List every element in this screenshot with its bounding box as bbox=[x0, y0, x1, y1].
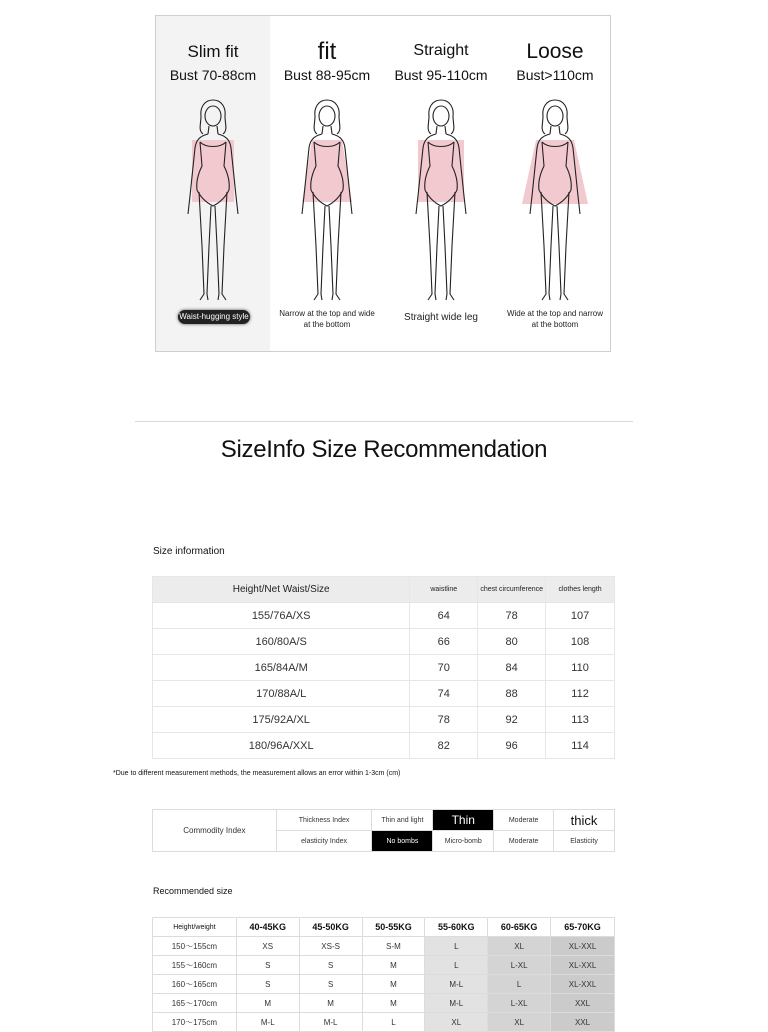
table-row bbox=[153, 733, 615, 759]
table-cell: 96 bbox=[478, 733, 546, 759]
table-cell: XS-S bbox=[299, 937, 362, 956]
page-title: SizeInfo Size Recommendation bbox=[220, 436, 548, 463]
table-cell: 180/96A/XXL bbox=[153, 733, 410, 759]
table-cell: L bbox=[425, 956, 488, 975]
table-cell: 165/84A/M bbox=[153, 655, 410, 681]
table-row bbox=[153, 629, 615, 655]
table-cell: 78 bbox=[410, 707, 478, 733]
table-cell: 165～170cm bbox=[153, 994, 237, 1013]
table-cell: 112 bbox=[546, 681, 615, 707]
table-row bbox=[153, 603, 615, 629]
table-cell: 114 bbox=[546, 733, 615, 759]
table-cell: XL bbox=[425, 1013, 488, 1032]
index-option: Moderate bbox=[494, 831, 554, 852]
table-cell: 92 bbox=[478, 707, 546, 733]
table-header-row bbox=[153, 918, 615, 937]
column-header: 45-50KG bbox=[299, 918, 362, 937]
recommended-size-label: Recommended size bbox=[153, 886, 233, 896]
fit-description: Narrow at the top and wide at the bottom bbox=[279, 309, 375, 329]
table-row bbox=[153, 655, 615, 681]
fit-column-straight bbox=[384, 16, 498, 351]
table-cell: 70 bbox=[410, 655, 478, 681]
fit-column-fit bbox=[270, 16, 384, 351]
table-row bbox=[153, 975, 615, 994]
recommended-size-table bbox=[152, 917, 615, 1032]
table-row bbox=[153, 681, 615, 707]
table-cell: 66 bbox=[410, 629, 478, 655]
table-row bbox=[153, 994, 615, 1013]
column-header: 40-45KG bbox=[236, 918, 299, 937]
table-cell: M bbox=[362, 975, 425, 994]
table-cell: 160/80A/S bbox=[153, 629, 410, 655]
table-cell: S-M bbox=[362, 937, 425, 956]
index-option: Moderate bbox=[494, 810, 554, 831]
table-cell: XL bbox=[488, 937, 551, 956]
table-cell: 113 bbox=[546, 707, 615, 733]
fit-bust-range: Bust>110cm bbox=[516, 67, 594, 83]
column-header: waistline bbox=[410, 577, 478, 603]
table-cell: XL bbox=[488, 1013, 551, 1032]
fit-bust-range: Bust 95-110cm bbox=[394, 67, 488, 83]
fit-name: Straight bbox=[413, 42, 469, 59]
column-header: clothes length bbox=[546, 577, 615, 603]
table-cell: XL-XXL bbox=[551, 975, 615, 994]
table-cell: XXL bbox=[551, 994, 615, 1013]
fit-bust-range: Bust 70-88cm bbox=[169, 67, 257, 83]
table-cell: M-L bbox=[236, 1013, 299, 1032]
section-divider bbox=[135, 421, 633, 422]
table-cell: 110 bbox=[546, 655, 615, 681]
table-header-row bbox=[153, 577, 615, 603]
measurement-footnote: *Due to different measurement methods, the measurement allows an error within 1-3cm (cm) bbox=[113, 770, 401, 777]
table-cell: S bbox=[299, 975, 362, 994]
table-row bbox=[153, 1013, 615, 1032]
index-option-selected: Thin bbox=[433, 810, 494, 831]
column-header: 60-65KG bbox=[488, 918, 551, 937]
index-name: elasticity Index bbox=[276, 831, 372, 852]
table-cell: XS bbox=[236, 937, 299, 956]
table-cell: S bbox=[236, 956, 299, 975]
table-cell: 150～155cm bbox=[153, 937, 237, 956]
fit-description: Wide at the top and narrow at the bottom bbox=[506, 309, 604, 329]
column-header: Height/Net Waist/Size bbox=[153, 577, 410, 603]
table-cell: 170/88A/L bbox=[153, 681, 410, 707]
column-header: Height/weight bbox=[153, 918, 237, 937]
fit-column-loose bbox=[498, 16, 612, 351]
body-silhouette-icon bbox=[290, 96, 364, 301]
table-cell: L bbox=[425, 937, 488, 956]
column-header: 65-70KG bbox=[551, 918, 615, 937]
table-cell: M bbox=[362, 956, 425, 975]
table-cell: L bbox=[488, 975, 551, 994]
commodity-index-table bbox=[152, 809, 615, 852]
table-cell: M-L bbox=[425, 994, 488, 1013]
size-info-label: Size information bbox=[153, 546, 225, 557]
index-name: Thickness Index bbox=[276, 810, 372, 831]
commodity-index-label: Commodity Index bbox=[153, 810, 277, 852]
table-cell: 155/76A/XS bbox=[153, 603, 410, 629]
fit-style-badge: Waist-hugging style bbox=[178, 310, 250, 324]
column-header: chest circumference bbox=[478, 577, 546, 603]
table-cell: M bbox=[299, 994, 362, 1013]
index-option-selected: No bombs bbox=[372, 831, 433, 852]
table-row bbox=[153, 937, 615, 956]
thickness-index-row bbox=[153, 810, 615, 831]
table-cell: 88 bbox=[478, 681, 546, 707]
table-cell: 108 bbox=[546, 629, 615, 655]
fit-description: Straight wide leg bbox=[404, 312, 478, 323]
table-cell: L-XL bbox=[488, 956, 551, 975]
size-info-table bbox=[152, 576, 615, 759]
fit-name: fit bbox=[317, 38, 337, 65]
table-cell: 107 bbox=[546, 603, 615, 629]
index-option: Elasticity bbox=[554, 831, 615, 852]
body-silhouette-icon bbox=[404, 96, 478, 301]
fit-type-panel bbox=[155, 15, 611, 352]
table-cell: M-L bbox=[425, 975, 488, 994]
fit-bust-range: Bust 88-95cm bbox=[283, 67, 371, 83]
column-header: 55-60KG bbox=[425, 918, 488, 937]
table-row bbox=[153, 707, 615, 733]
index-option: Micro-bomb bbox=[433, 831, 494, 852]
table-row bbox=[153, 956, 615, 975]
body-silhouette-icon bbox=[518, 96, 592, 301]
body-silhouette-icon bbox=[176, 96, 250, 301]
table-cell: L-XL bbox=[488, 994, 551, 1013]
fit-name: Loose bbox=[526, 40, 584, 63]
table-cell: S bbox=[236, 975, 299, 994]
table-cell: 84 bbox=[478, 655, 546, 681]
table-cell: L bbox=[362, 1013, 425, 1032]
fit-name: Slim fit bbox=[187, 42, 239, 61]
table-cell: 80 bbox=[478, 629, 546, 655]
index-option: Thin and light bbox=[372, 810, 433, 831]
table-cell: 64 bbox=[410, 603, 478, 629]
index-option: thick bbox=[554, 810, 615, 831]
table-cell: M bbox=[362, 994, 425, 1013]
table-cell: XL-XXL bbox=[551, 956, 615, 975]
table-cell: 155～160cm bbox=[153, 956, 237, 975]
table-cell: 74 bbox=[410, 681, 478, 707]
table-cell: M bbox=[236, 994, 299, 1013]
table-cell: S bbox=[299, 956, 362, 975]
fit-column-slim bbox=[156, 16, 270, 351]
table-cell: 82 bbox=[410, 733, 478, 759]
table-cell: 78 bbox=[478, 603, 546, 629]
table-cell: 160～165cm bbox=[153, 975, 237, 994]
table-cell: 170～175cm bbox=[153, 1013, 237, 1032]
column-header: 50-55KG bbox=[362, 918, 425, 937]
table-cell: 175/92A/XL bbox=[153, 707, 410, 733]
table-cell: M-L bbox=[299, 1013, 362, 1032]
table-cell: XL-XXL bbox=[551, 937, 615, 956]
table-cell: XXL bbox=[551, 1013, 615, 1032]
